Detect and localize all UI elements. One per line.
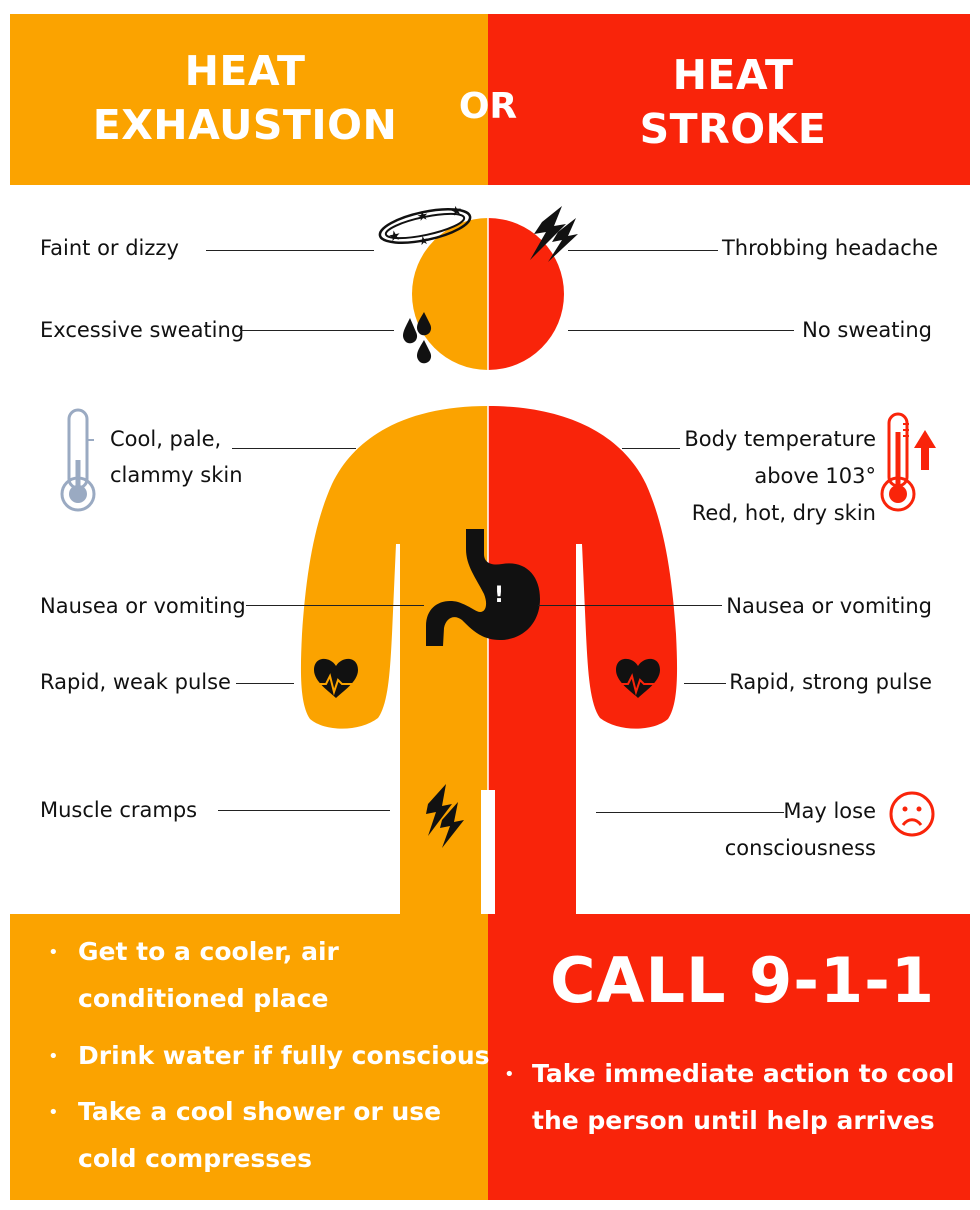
hot-thermometer-icon bbox=[882, 414, 914, 510]
symptom-strong-pulse: Rapid, strong pulse bbox=[729, 670, 932, 694]
leader-line bbox=[568, 250, 718, 251]
title-stroke-line1: HEAT bbox=[672, 51, 794, 99]
svg-text:!: ! bbox=[494, 583, 505, 608]
symptom-nausea-left: Nausea or vomiting bbox=[40, 594, 246, 618]
symptom-faint: Faint or dizzy bbox=[40, 236, 179, 260]
svg-text:★: ★ bbox=[449, 203, 464, 221]
symptom-lose-consciousness-line1: May lose bbox=[783, 799, 876, 823]
leader-line bbox=[206, 250, 374, 251]
symptom-nausea-right: Nausea or vomiting bbox=[726, 594, 932, 618]
leader-line bbox=[240, 330, 394, 331]
leader-line bbox=[218, 810, 390, 811]
symptom-skin-line2: clammy skin bbox=[110, 463, 243, 487]
bullet-dot: • bbox=[48, 1102, 59, 1123]
symptom-muscle-cramps: Muscle cramps bbox=[40, 798, 198, 822]
action-cool-person-line1: Take immediate action to cool bbox=[532, 1059, 955, 1088]
leader-line bbox=[622, 448, 680, 449]
action-cool-shower-line2: cold compresses bbox=[78, 1144, 312, 1173]
action-drink-water: Drink water if fully conscious bbox=[78, 1041, 490, 1070]
action-cooler-place-line2: conditioned place bbox=[78, 984, 329, 1013]
leader-line bbox=[236, 683, 294, 684]
leader-line bbox=[246, 605, 424, 606]
cold-thermometer-icon bbox=[62, 410, 94, 510]
symptom-throbbing-headache: Throbbing headache bbox=[721, 236, 938, 260]
leader-line bbox=[684, 683, 726, 684]
symptom-weak-pulse: Rapid, weak pulse bbox=[40, 670, 231, 694]
symptom-body-temp-line1: Body temperature bbox=[684, 427, 876, 451]
up-arrow-icon bbox=[914, 430, 936, 470]
action-cool-shower-line1: Take a cool shower or use bbox=[78, 1097, 442, 1126]
bullet-dot: • bbox=[48, 942, 59, 963]
svg-text:★: ★ bbox=[416, 232, 431, 249]
or-label: OR bbox=[458, 86, 518, 127]
sad-face-icon bbox=[891, 793, 933, 835]
symptom-skin-line1: Cool, pale, bbox=[110, 427, 222, 451]
svg-text:★: ★ bbox=[386, 227, 403, 246]
title-stroke-line2: STROKE bbox=[639, 105, 827, 153]
leader-line bbox=[538, 605, 722, 606]
symptom-no-sweating: No sweating bbox=[802, 318, 932, 342]
symptom-body-temp-line2: above 103° bbox=[754, 464, 876, 488]
call-911-heading: CALL 9-1-1 bbox=[550, 944, 935, 1017]
symptom-skin-red: Red, hot, dry skin bbox=[691, 501, 876, 525]
symptom-lose-consciousness-line2: consciousness bbox=[724, 836, 876, 860]
action-cooler-place-line1: Get to a cooler, air bbox=[78, 937, 339, 966]
leader-line bbox=[232, 448, 356, 449]
bullet-dot: • bbox=[48, 1046, 59, 1067]
leader-line bbox=[568, 330, 794, 331]
svg-text:★: ★ bbox=[415, 208, 431, 226]
leg-gap bbox=[481, 790, 495, 914]
bullet-dot: • bbox=[504, 1064, 515, 1085]
infographic bbox=[10, 14, 970, 1200]
action-cool-person-line2: the person until help arrives bbox=[532, 1106, 935, 1135]
leader-line bbox=[596, 812, 784, 813]
title-exhaustion-line2: EXHAUSTION bbox=[92, 101, 398, 149]
symptom-excessive-sweating: Excessive sweating bbox=[40, 318, 245, 342]
title-exhaustion-line1: HEAT bbox=[184, 47, 306, 95]
